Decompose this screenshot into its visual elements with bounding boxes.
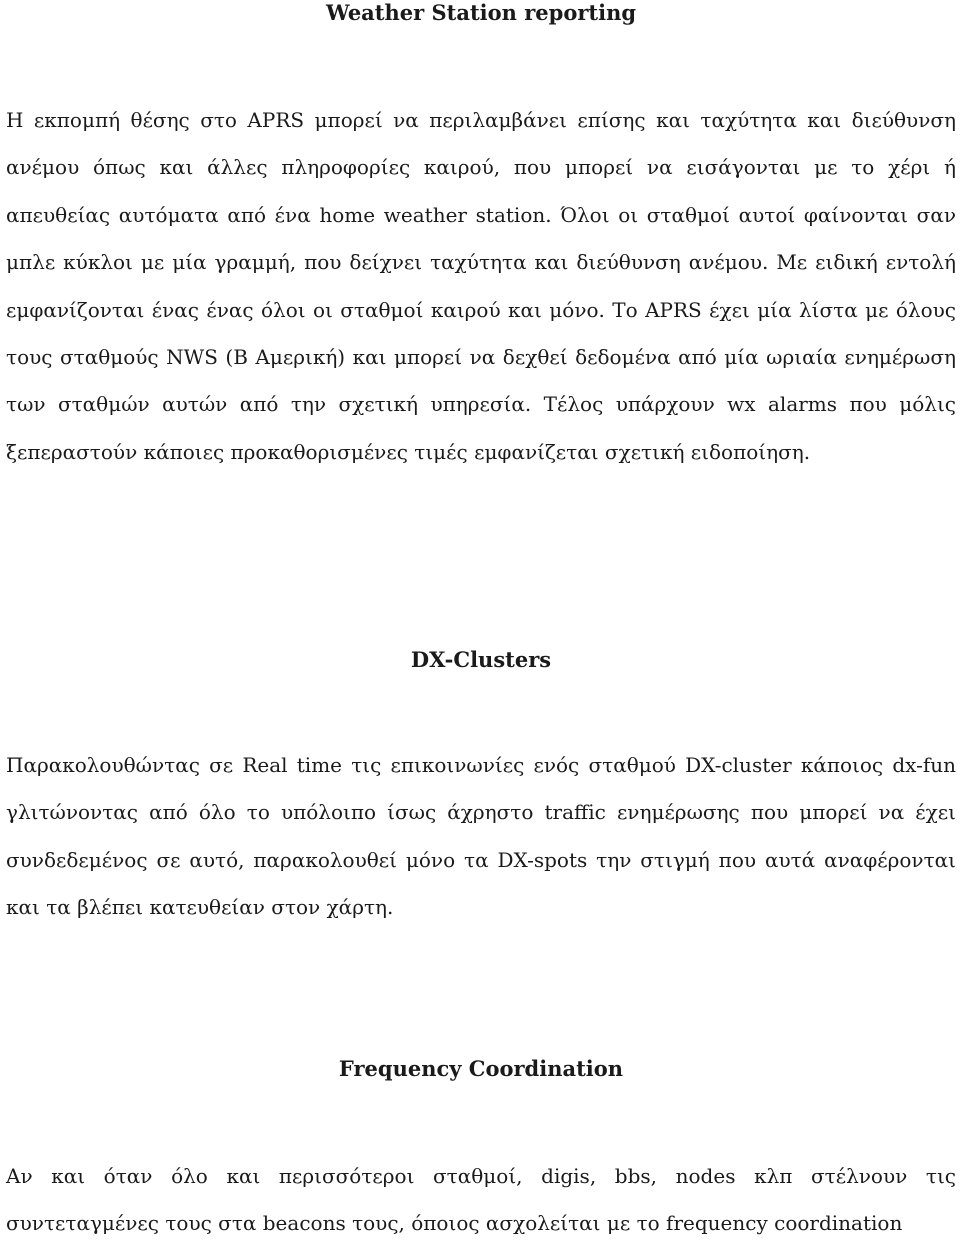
section-title-dx-clusters: DX-Clusters: [410, 647, 552, 672]
paragraph-dx-clusters: Παρακολουθώντας σε Real time τις επικοινωνίες ενός σταθμού DX-cluster κάποιος dx-fun γλιτώνοντας από όλο το υπόλοιπο ίσως άχρηστο traffic ενημέρωσης που μπορεί να έχει συνδεδεμένος σε αυτό, παρακολουθεί μόνο τα DX-spots την στιγμή που αυτά αναφέρονται και τα βλέπει κατευθείαν στον χάρτη.: [6, 753, 956, 920]
paragraph-weather-station: Η εκπομπή θέσης στο APRS μπορεί να περιλαμβάνει επίσης και ταχύτητα και διεύθυνση ανέμου όπως και άλλες πληροφορίες καιρού, που μπορεί να εισάγονται με το χέρι ή απευθείας αυτόματα από ένα home weather station. Όλοι οι σταθμοί αυτοί φαίνονται σαν μπλε κύκλοι με μία γραμμή, που δείχνει ταχύτητα και διεύθυνση ανέμου. Με ειδική εντολή εμφανίζονται ένας ένας όλοι οι σταθμοί καιρού και μόνο. Το APRS έχει μία λίστα με όλους τους σταθμούς NWS (Β Αμερική) και μπορεί να δεχθεί δεδομένα από μία ωριαία ενημέρωση των σταθμών αυτών από την σχετική υπηρεσία. Τέλος υπάρχουν wx alarms που μόλις ξεπεραστούν κάποιες προκαθορισμένες τιμές εμφανίζεται σχετική ειδοποίηση.: [6, 108, 956, 464]
paragraph-frequency-coordination: Αν και όταν όλο και περισσότεροι σταθμοί, digis, bbs, nodes κλπ στέλνουν τις συντεταγμένες τους στα beacons τους, όποιος ασχολείται με το frequency coordination: [6, 1164, 956, 1236]
section-title-frequency-coordination: Frequency Coordination: [338, 1056, 624, 1081]
section-title-weather-station: Weather Station reporting: [325, 0, 637, 25]
